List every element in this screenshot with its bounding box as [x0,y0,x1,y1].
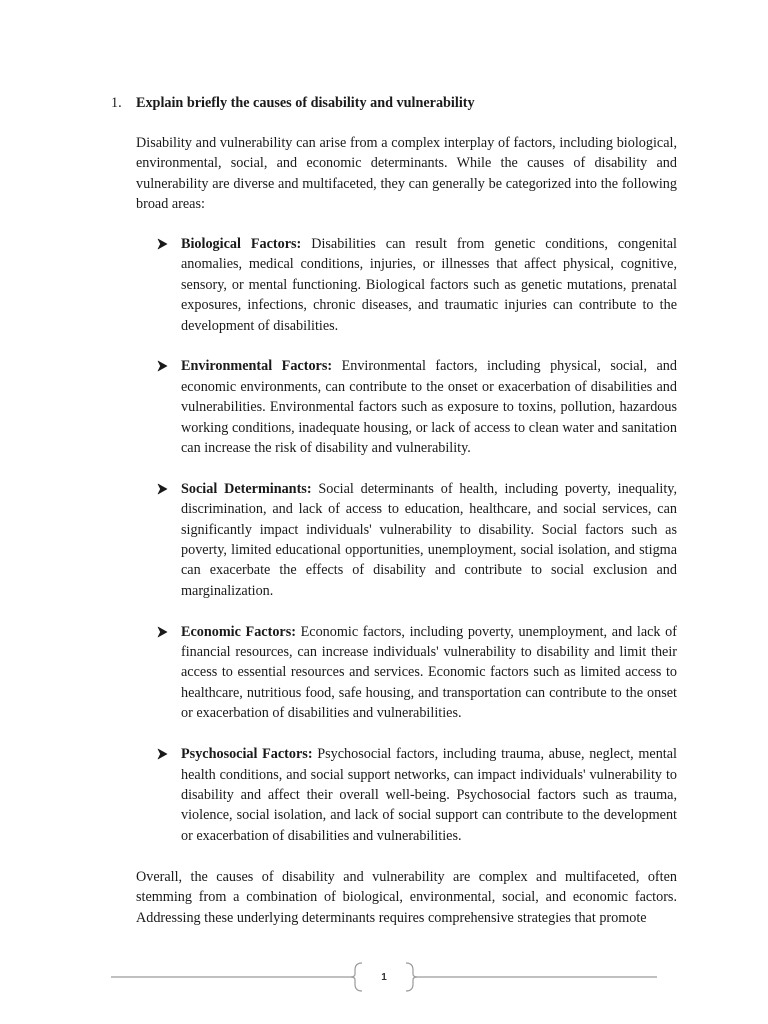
arrowhead-bullet-icon [157,626,168,638]
question-text: Explain briefly the causes of disability and vulnerability [136,95,475,111]
factor-description: Environmental factors, including physical, social, and economic environments, can contribute to the onset or exacerbation of disabilities and vulnerabilities. Environmental factors such as exposure to toxins, pollution, hazardous working conditions, inadequate housing, or lack of access to clean water and sanitation can increase the risk of disability and vulnerability. [181,358,677,457]
arrowhead-bullet-icon [157,238,168,250]
arrowhead-bullet-icon [157,483,168,495]
list-item-biological [136,234,677,336]
factor-description: Economic factors, including poverty, unemployment, and lack of financial resources, can increase individuals' vulnerability to disability and limit their access to essential resources and services. Economic factors such as limited access to healthcare, nutritious food, safe housing, and transportation can contribute to the onset or exacerbation of disabilities and vulnerabilities. [181,623,677,722]
page-footer [111,960,657,994]
question-number: 1. [111,95,122,111]
question-heading [111,93,681,113]
factor-list [136,234,677,867]
list-item-social [136,479,677,601]
factor-description: Social determinants of health, including poverty, inequality, discrimination, and lack of access to education, healthcare, and social services, can significantly impact individuals' vulnerability to disability. Social factors such as poverty, limited educational opportunities, unemployment, social isolation, and stigma can exacerbate the effects of disability and contribute to social exclusion and marginalization. [181,480,678,599]
factor-description: Disabilities can result from genetic conditions, congenital anomalies, medical conditions, injuries, or illnesses that affect physical, cognitive, sensory, or mental functioning. Biological factors such as genetic mutations, prenatal exposures, infections, chronic diseases, and traumatic injuries can contribute to the development of disabilities. [181,236,677,334]
arrowhead-bullet-icon [157,360,168,372]
page-number: 1 [381,972,387,983]
intro-paragraph: Disability and vulnerability can arise from a complex interplay of factors, including biological, environmental, social, and economic determinants. While the causes of disability and vulnerability are diverse and multifaceted, they can generally be categorized into the following broad areas: [136,135,677,213]
list-item-economic [136,622,677,724]
list-item-environmental [136,356,677,458]
factor-term: Psychosocial Factors: [181,746,313,763]
factor-term: Environmental Factors: [181,358,333,375]
list-item-psychosocial [136,744,677,846]
closing-paragraph: Overall, the causes of disability and vulnerability are complex and multifaceted, often stemming from a combination of biological, environmental, social, and economic factors. Addressing these underlying determinants requires comprehensive strategies that promote [136,869,677,926]
factor-term: Economic Factors: [181,623,296,640]
arrowhead-bullet-icon [157,748,168,760]
factor-term: Social Determinants: [181,480,312,497]
factor-term: Biological Factors: [181,236,302,252]
factor-description: Psychosocial factors, including trauma, abuse, neglect, mental health conditions, and social support networks, can impact individuals' vulnerability to disability and affect their overall well-being. Psychosocial factors such as trauma, violence, social isolation, and lack of social support can contribute to the development or exacerbation of disabilities and vulnerabilities. [181,746,677,844]
